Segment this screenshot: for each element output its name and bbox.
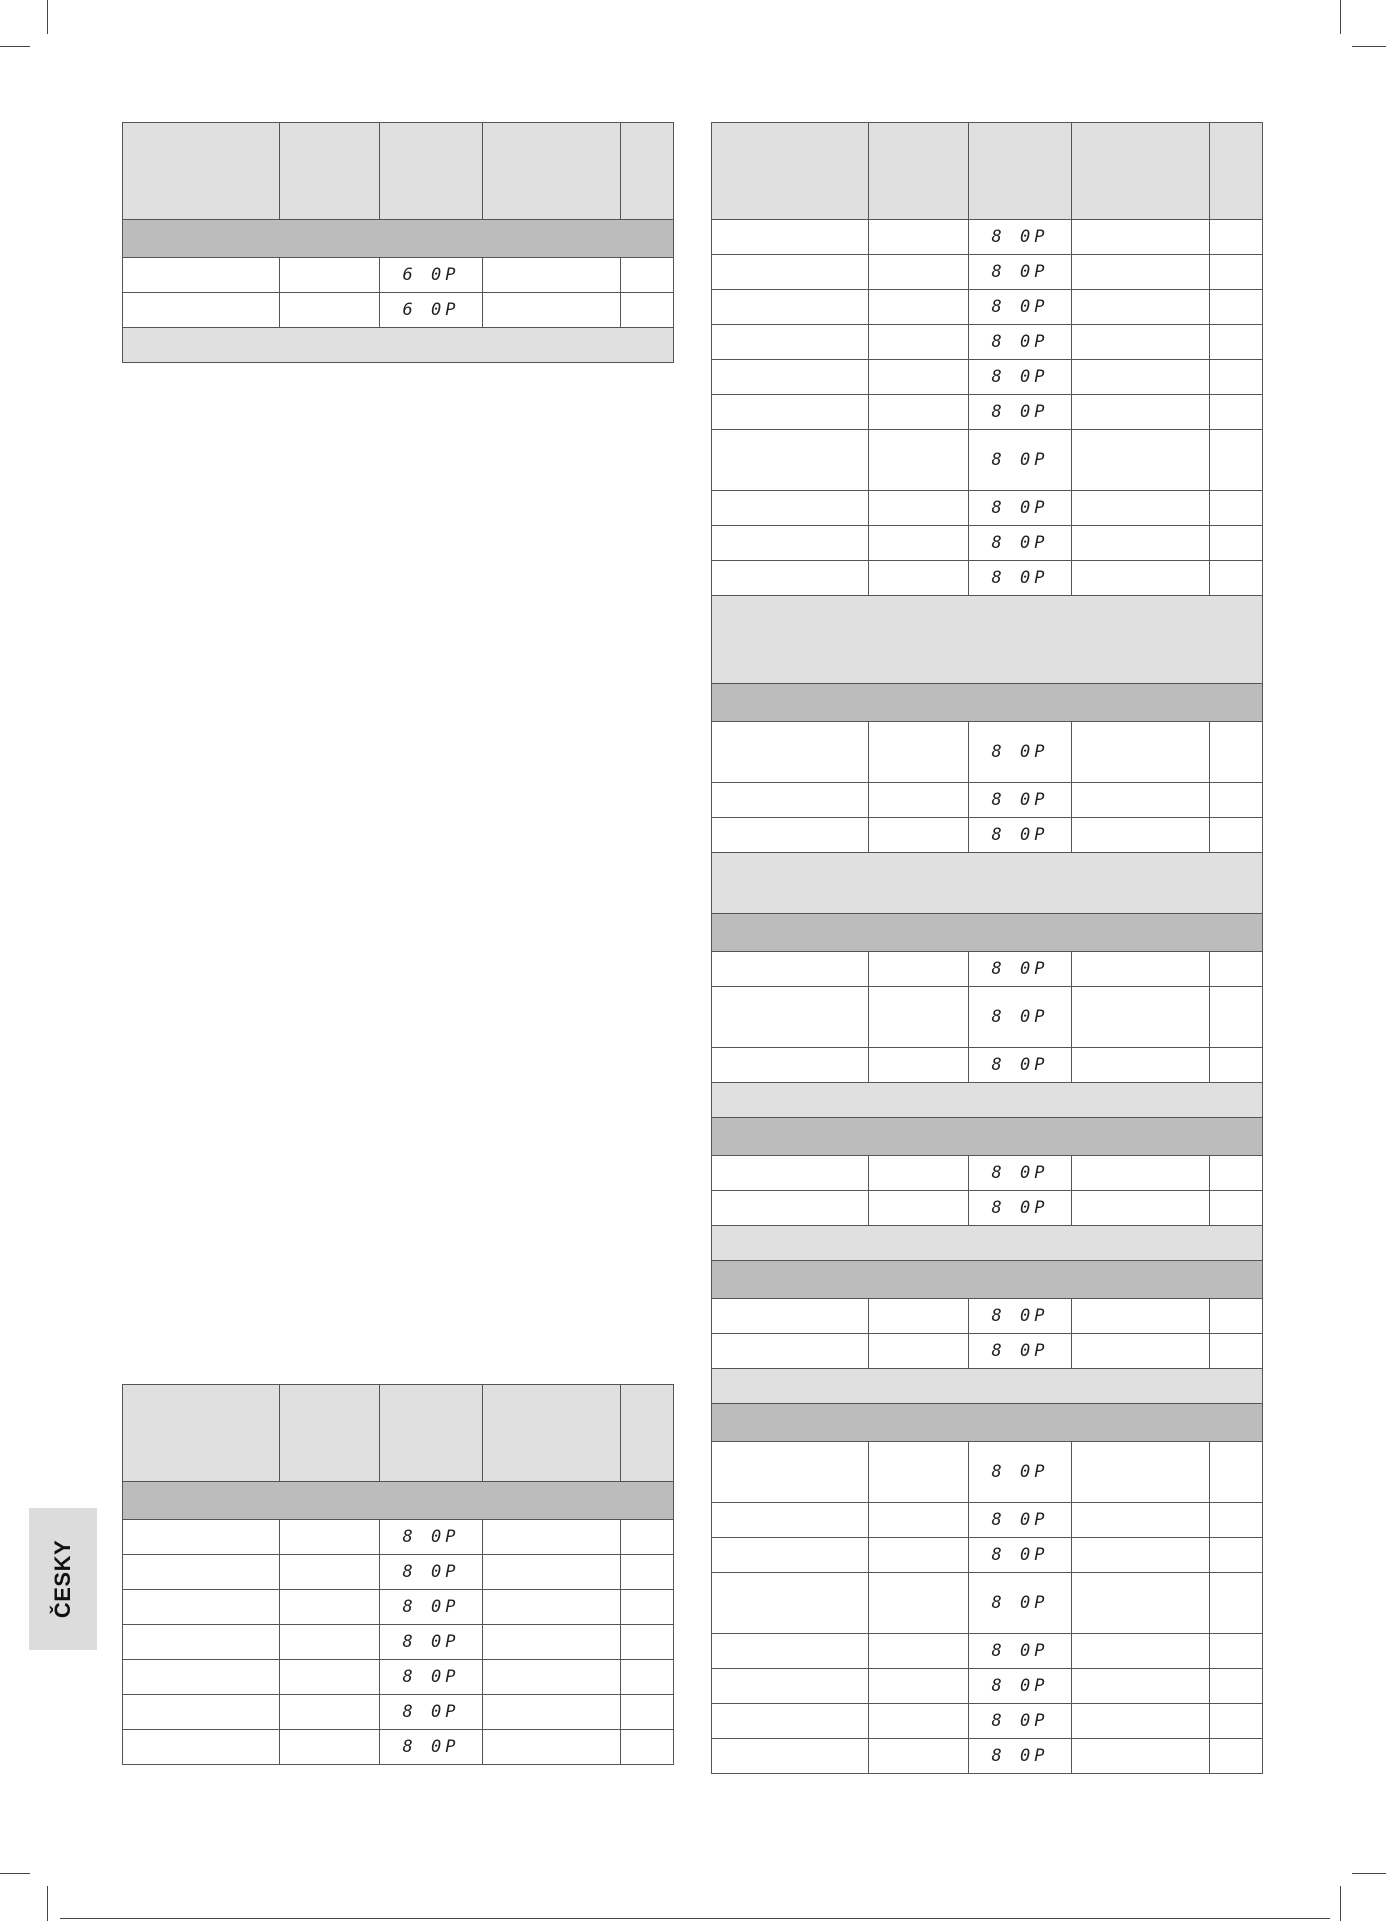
table-row <box>712 1048 1263 1083</box>
table-cell <box>869 1739 969 1774</box>
display-code: 8 0P <box>969 1669 1072 1704</box>
crop-mark <box>0 46 30 47</box>
crop-mark <box>60 1918 1330 1919</box>
section-cell <box>712 1118 1263 1156</box>
table-cell <box>483 293 621 328</box>
table-cell <box>869 952 969 987</box>
header-cell <box>380 123 483 220</box>
table-cell <box>712 430 869 491</box>
table-row <box>712 561 1263 596</box>
table-cell <box>712 491 869 526</box>
table-cell <box>1072 290 1210 325</box>
table-cell <box>123 1590 280 1625</box>
table-cell <box>1072 1191 1210 1226</box>
table-row <box>712 1669 1263 1704</box>
section-row <box>712 1261 1263 1299</box>
display-code: 8 0P <box>969 1048 1072 1083</box>
table-row <box>712 1573 1263 1634</box>
display-code: 8 0P <box>380 1520 483 1555</box>
header-cell <box>280 123 380 220</box>
table-cell <box>869 1503 969 1538</box>
table-row <box>712 1739 1263 1774</box>
language-tab <box>29 1508 97 1650</box>
display-code: 8 0P <box>969 255 1072 290</box>
section-row <box>712 1404 1263 1442</box>
table-cell <box>1072 818 1210 853</box>
table-cell <box>712 325 869 360</box>
section-cell <box>712 1404 1263 1442</box>
table-cell <box>869 1191 969 1226</box>
table-cell <box>1072 1538 1210 1573</box>
table-row <box>123 1695 674 1730</box>
table-cell <box>1072 1156 1210 1191</box>
table-cell <box>712 526 869 561</box>
table-cell <box>1072 526 1210 561</box>
display-code: 8 0P <box>969 360 1072 395</box>
table-cell <box>869 325 969 360</box>
display-code: 8 0P <box>969 1739 1072 1774</box>
table-cell <box>1210 1538 1263 1573</box>
table-cell <box>869 818 969 853</box>
display-code: 8 0P <box>969 1634 1072 1669</box>
note-cell <box>712 853 1263 914</box>
table-cell <box>280 1730 380 1765</box>
table-cell <box>483 1730 621 1765</box>
display-code: 8 0P <box>969 220 1072 255</box>
section-cell <box>712 684 1263 722</box>
table-row <box>712 783 1263 818</box>
table-cell <box>712 220 869 255</box>
table-cell <box>1072 491 1210 526</box>
header-cell <box>123 1385 280 1482</box>
table-cell <box>1210 561 1263 596</box>
section-row <box>712 1118 1263 1156</box>
table-cell <box>123 1520 280 1555</box>
section-row <box>123 1482 674 1520</box>
note-cell <box>712 1083 1263 1118</box>
table-cell <box>712 395 869 430</box>
table-cell <box>869 360 969 395</box>
table-cell <box>1210 1704 1263 1739</box>
table-row <box>123 1555 674 1590</box>
table-header-row <box>712 123 1263 220</box>
table-row <box>712 491 1263 526</box>
table-cell <box>621 293 674 328</box>
header-cell <box>380 1385 483 1482</box>
section-cell <box>712 914 1263 952</box>
table-cell <box>1210 1669 1263 1704</box>
table-cell <box>280 258 380 293</box>
table-cell <box>1072 1739 1210 1774</box>
table-cell <box>1072 1573 1210 1634</box>
table-cell <box>1210 1156 1263 1191</box>
table-cell <box>1210 491 1263 526</box>
table-cell <box>1072 561 1210 596</box>
table-cell <box>712 987 869 1048</box>
table-cell <box>1210 783 1263 818</box>
table-cell <box>1072 952 1210 987</box>
table-row <box>712 325 1263 360</box>
table-cell <box>123 1730 280 1765</box>
table-cell <box>1072 1503 1210 1538</box>
display-code: 8 0P <box>969 783 1072 818</box>
table-cell <box>712 1573 869 1634</box>
table-cell <box>712 1704 869 1739</box>
table-cell <box>869 395 969 430</box>
section-cell <box>123 1482 674 1520</box>
table-cell <box>1072 360 1210 395</box>
table-row <box>123 1660 674 1695</box>
table-cell <box>1210 1739 1263 1774</box>
table-cell <box>1072 430 1210 491</box>
display-code: 8 0P <box>380 1660 483 1695</box>
table-cell <box>712 1538 869 1573</box>
table-cell <box>869 430 969 491</box>
table-cell <box>1210 325 1263 360</box>
table-row <box>123 1520 674 1555</box>
table-row <box>123 1730 674 1765</box>
table-cell <box>1210 1634 1263 1669</box>
table-cell <box>483 1520 621 1555</box>
table-cell <box>621 1730 674 1765</box>
header-cell <box>969 123 1072 220</box>
table-cell <box>869 1048 969 1083</box>
table-cell <box>869 561 969 596</box>
display-code: 8 0P <box>380 1730 483 1765</box>
table-cell <box>1072 1634 1210 1669</box>
table-cell <box>1210 1299 1263 1334</box>
section-cell <box>712 1261 1263 1299</box>
table-cell <box>1072 1299 1210 1334</box>
table-cell <box>483 258 621 293</box>
table-cell <box>712 1334 869 1369</box>
table-row <box>712 526 1263 561</box>
header-cell <box>280 1385 380 1482</box>
table-row <box>712 722 1263 783</box>
table-cell <box>123 293 280 328</box>
table-cell <box>1072 1704 1210 1739</box>
note-cell <box>712 1369 1263 1404</box>
language-tab-label: ČESKY <box>50 1539 75 1619</box>
table-cell <box>1210 1191 1263 1226</box>
table-cell <box>1072 987 1210 1048</box>
display-code: 8 0P <box>969 1503 1072 1538</box>
crop-mark <box>0 1873 30 1874</box>
table-cell <box>483 1660 621 1695</box>
note-row <box>712 1083 1263 1118</box>
table-cell <box>621 1520 674 1555</box>
display-code: 8 0P <box>380 1590 483 1625</box>
table-cell <box>1072 325 1210 360</box>
note-row <box>712 1226 1263 1261</box>
table-cell <box>869 1669 969 1704</box>
table-cell <box>869 1299 969 1334</box>
display-code: 8 0P <box>969 1156 1072 1191</box>
table-cell <box>1210 430 1263 491</box>
table-cell <box>869 1442 969 1503</box>
table-cell <box>1072 722 1210 783</box>
table-row <box>123 258 674 293</box>
table-cell <box>280 1590 380 1625</box>
crop-mark <box>1340 1886 1341 1921</box>
table-row <box>712 255 1263 290</box>
display-code: 8 0P <box>969 722 1072 783</box>
table-cell <box>712 1191 869 1226</box>
table-cell <box>123 258 280 293</box>
header-cell <box>1072 123 1210 220</box>
table-cell <box>1210 987 1263 1048</box>
table-row <box>712 1538 1263 1573</box>
table-cell <box>1210 818 1263 853</box>
header-cell <box>869 123 969 220</box>
table-cell <box>621 1660 674 1695</box>
table-cell <box>712 1299 869 1334</box>
table-cell <box>280 293 380 328</box>
table-cell <box>1072 220 1210 255</box>
display-code: 8 0P <box>380 1695 483 1730</box>
display-code: 8 0P <box>969 561 1072 596</box>
table-cell <box>1072 1048 1210 1083</box>
table-cell <box>1210 1573 1263 1634</box>
table-cell <box>712 783 869 818</box>
header-cell <box>621 123 674 220</box>
table-row <box>712 987 1263 1048</box>
table-cell <box>1072 255 1210 290</box>
header-cell <box>483 123 621 220</box>
display-code: 8 0P <box>969 430 1072 491</box>
display-code: 8 0P <box>380 1625 483 1660</box>
table-cell <box>1072 395 1210 430</box>
crop-mark <box>1352 46 1386 47</box>
display-code: 8 0P <box>969 325 1072 360</box>
table-cell <box>712 1503 869 1538</box>
display-code: 8 0P <box>969 1299 1072 1334</box>
table-cell <box>869 1573 969 1634</box>
table-cell <box>712 722 869 783</box>
table-cell <box>1210 255 1263 290</box>
note-row <box>712 596 1263 684</box>
table-row <box>712 430 1263 491</box>
note-row <box>123 328 674 363</box>
table-cell <box>1210 360 1263 395</box>
display-code: 6 0P <box>380 293 483 328</box>
table-row <box>712 1442 1263 1503</box>
table-cell <box>869 1538 969 1573</box>
settings-table-right <box>711 122 1263 1774</box>
table-cell <box>621 1590 674 1625</box>
table-cell <box>712 952 869 987</box>
header-cell <box>123 123 280 220</box>
table-cell <box>712 290 869 325</box>
table-cell <box>869 1704 969 1739</box>
crop-mark <box>47 1886 48 1921</box>
note-cell <box>123 328 674 363</box>
table-cell <box>123 1695 280 1730</box>
display-code: 8 0P <box>969 1334 1072 1369</box>
table-cell <box>1210 290 1263 325</box>
table-row <box>712 1191 1263 1226</box>
table-cell <box>1210 526 1263 561</box>
table-cell <box>280 1555 380 1590</box>
note-row <box>712 1369 1263 1404</box>
note-cell <box>712 596 1263 684</box>
table-cell <box>280 1625 380 1660</box>
table-cell <box>712 1048 869 1083</box>
table-cell <box>869 1634 969 1669</box>
table-cell <box>1210 1048 1263 1083</box>
table-row <box>712 818 1263 853</box>
crop-mark <box>47 0 48 34</box>
table-row <box>712 1299 1263 1334</box>
table-row <box>712 1704 1263 1739</box>
table-cell <box>712 1442 869 1503</box>
display-code: 8 0P <box>969 526 1072 561</box>
table-cell <box>1210 395 1263 430</box>
table-row <box>712 1334 1263 1369</box>
table-row <box>712 395 1263 430</box>
table-cell <box>712 561 869 596</box>
table-cell <box>483 1590 621 1625</box>
table-cell <box>621 1555 674 1590</box>
display-code: 8 0P <box>969 1573 1072 1634</box>
header-cell <box>712 123 869 220</box>
section-cell <box>123 220 674 258</box>
table-cell <box>1210 1503 1263 1538</box>
table-cell <box>712 1156 869 1191</box>
table-cell <box>712 1634 869 1669</box>
display-code: 8 0P <box>969 1191 1072 1226</box>
section-row <box>123 220 674 258</box>
settings-table-top-left <box>122 122 674 363</box>
header-cell <box>621 1385 674 1482</box>
table-row <box>123 293 674 328</box>
table-cell <box>280 1695 380 1730</box>
table-cell <box>712 1739 869 1774</box>
table-cell <box>483 1695 621 1730</box>
display-code: 8 0P <box>969 952 1072 987</box>
crop-mark <box>1340 0 1341 34</box>
table-cell <box>869 1156 969 1191</box>
table-cell <box>123 1625 280 1660</box>
display-code: 8 0P <box>380 1555 483 1590</box>
table-cell <box>621 1695 674 1730</box>
table-cell <box>1210 952 1263 987</box>
table-cell <box>869 290 969 325</box>
table-row <box>712 290 1263 325</box>
table-cell <box>869 722 969 783</box>
table-cell <box>869 987 969 1048</box>
table-cell <box>1072 783 1210 818</box>
table-cell <box>712 255 869 290</box>
table-header-row <box>123 123 674 220</box>
table-cell <box>869 526 969 561</box>
display-code: 8 0P <box>969 491 1072 526</box>
table-cell <box>280 1520 380 1555</box>
table-cell <box>621 258 674 293</box>
table-cell <box>1210 722 1263 783</box>
display-code: 8 0P <box>969 395 1072 430</box>
table-cell <box>483 1625 621 1660</box>
note-cell <box>712 1226 1263 1261</box>
table-row <box>712 1156 1263 1191</box>
display-code: 8 0P <box>969 987 1072 1048</box>
note-row <box>712 853 1263 914</box>
header-cell <box>1210 123 1263 220</box>
table-row <box>712 360 1263 395</box>
display-code: 8 0P <box>969 290 1072 325</box>
table-cell <box>280 1660 380 1695</box>
display-code: 8 0P <box>969 1704 1072 1739</box>
table-cell <box>1210 1442 1263 1503</box>
table-row <box>123 1625 674 1660</box>
table-cell <box>1072 1442 1210 1503</box>
crop-mark <box>1352 1873 1386 1874</box>
table-cell <box>869 220 969 255</box>
display-code: 8 0P <box>969 818 1072 853</box>
table-cell <box>869 1334 969 1369</box>
table-row <box>712 1503 1263 1538</box>
table-cell <box>712 1669 869 1704</box>
display-code: 8 0P <box>969 1538 1072 1573</box>
table-row <box>712 1634 1263 1669</box>
table-cell <box>1210 1334 1263 1369</box>
table-cell <box>712 818 869 853</box>
table-cell <box>712 360 869 395</box>
table-cell <box>483 1555 621 1590</box>
display-code: 8 0P <box>969 1442 1072 1503</box>
section-row <box>712 684 1263 722</box>
table-cell <box>869 783 969 818</box>
table-row <box>123 1590 674 1625</box>
table-cell <box>123 1660 280 1695</box>
settings-table-bottom-left <box>122 1384 674 1765</box>
table-cell <box>123 1555 280 1590</box>
table-cell <box>1072 1669 1210 1704</box>
header-cell <box>483 1385 621 1482</box>
table-row <box>712 220 1263 255</box>
table-cell <box>1210 220 1263 255</box>
table-cell <box>621 1625 674 1660</box>
table-header-row <box>123 1385 674 1482</box>
display-code: 6 0P <box>380 258 483 293</box>
table-cell <box>869 255 969 290</box>
table-cell <box>1072 1334 1210 1369</box>
table-cell <box>869 491 969 526</box>
section-row <box>712 914 1263 952</box>
table-row <box>712 952 1263 987</box>
